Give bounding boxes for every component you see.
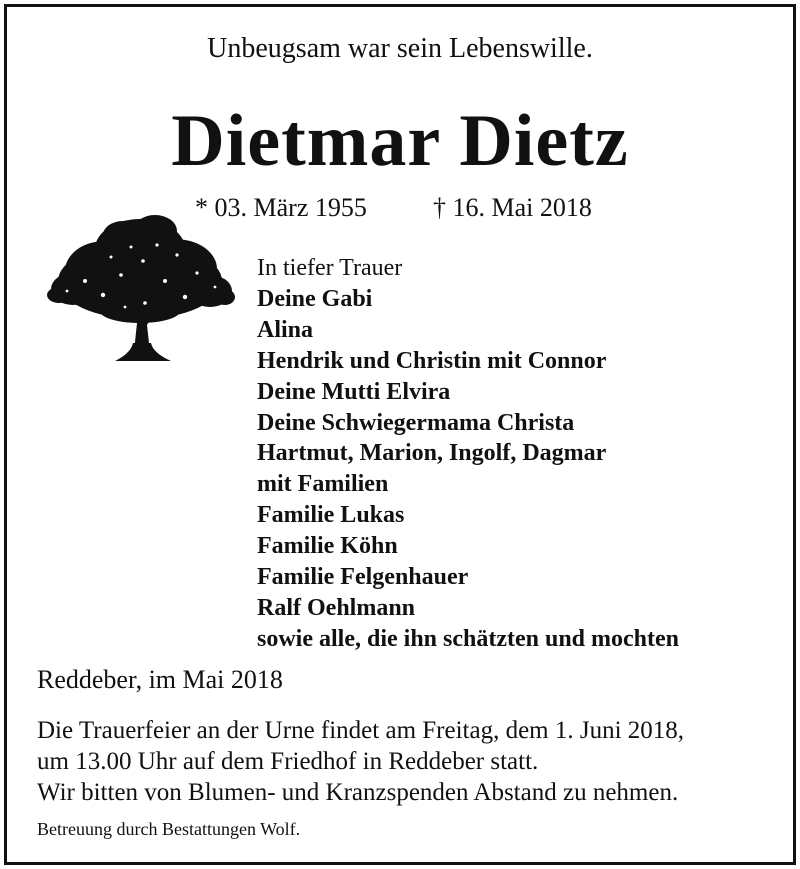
- mourner: Deine Mutti Elvira: [257, 378, 451, 405]
- mourner: Ralf Oehlmann: [257, 594, 416, 621]
- mourner: mit Familien: [257, 471, 389, 498]
- funeral-line: Die Trauerfeier an der Urne findet am Freitag, dem 1. Juni 2018,: [37, 717, 685, 744]
- obituary-frame: [4, 4, 796, 865]
- mourner: sowie alle, die ihn schätzten und mochten: [257, 625, 680, 652]
- mourner: Familie Felgenhauer: [257, 564, 469, 591]
- funeral-line: Wir bitten von Blumen- und Kranzspenden Abstand zu nehmen.: [37, 779, 679, 806]
- undertaker-note: Betreuung durch Bestattungen Wolf.: [37, 819, 301, 839]
- funeral-line: um 13.00 Uhr auf dem Friedhof in Reddeber statt.: [37, 748, 539, 775]
- mourners-intro: In tiefer Trauer: [257, 255, 403, 281]
- birth-date: * 03. März 1955: [195, 193, 367, 222]
- death-date: † 16. Mai 2018: [433, 193, 592, 222]
- funeral-details: [37, 715, 684, 808]
- mourner: Familie Köhn: [257, 533, 398, 560]
- place-date: Reddeber, im Mai 2018: [37, 665, 283, 694]
- mourner: Deine Schwiegermama Christa: [257, 409, 575, 436]
- deceased-name: Dietmar Dietz: [171, 100, 629, 182]
- mourner: Alina: [257, 316, 314, 343]
- mourner: Hendrik und Christin mit Connor: [257, 347, 607, 374]
- mourner: Familie Lukas: [257, 502, 405, 529]
- mourner: Hartmut, Marion, Ingolf, Dagmar: [257, 440, 607, 467]
- motto: Unbeugsam war sein Lebenswille.: [207, 33, 593, 64]
- tree-icon: [45, 211, 235, 361]
- mourner: Deine Gabi: [257, 285, 373, 312]
- mourners-list: [257, 253, 679, 655]
